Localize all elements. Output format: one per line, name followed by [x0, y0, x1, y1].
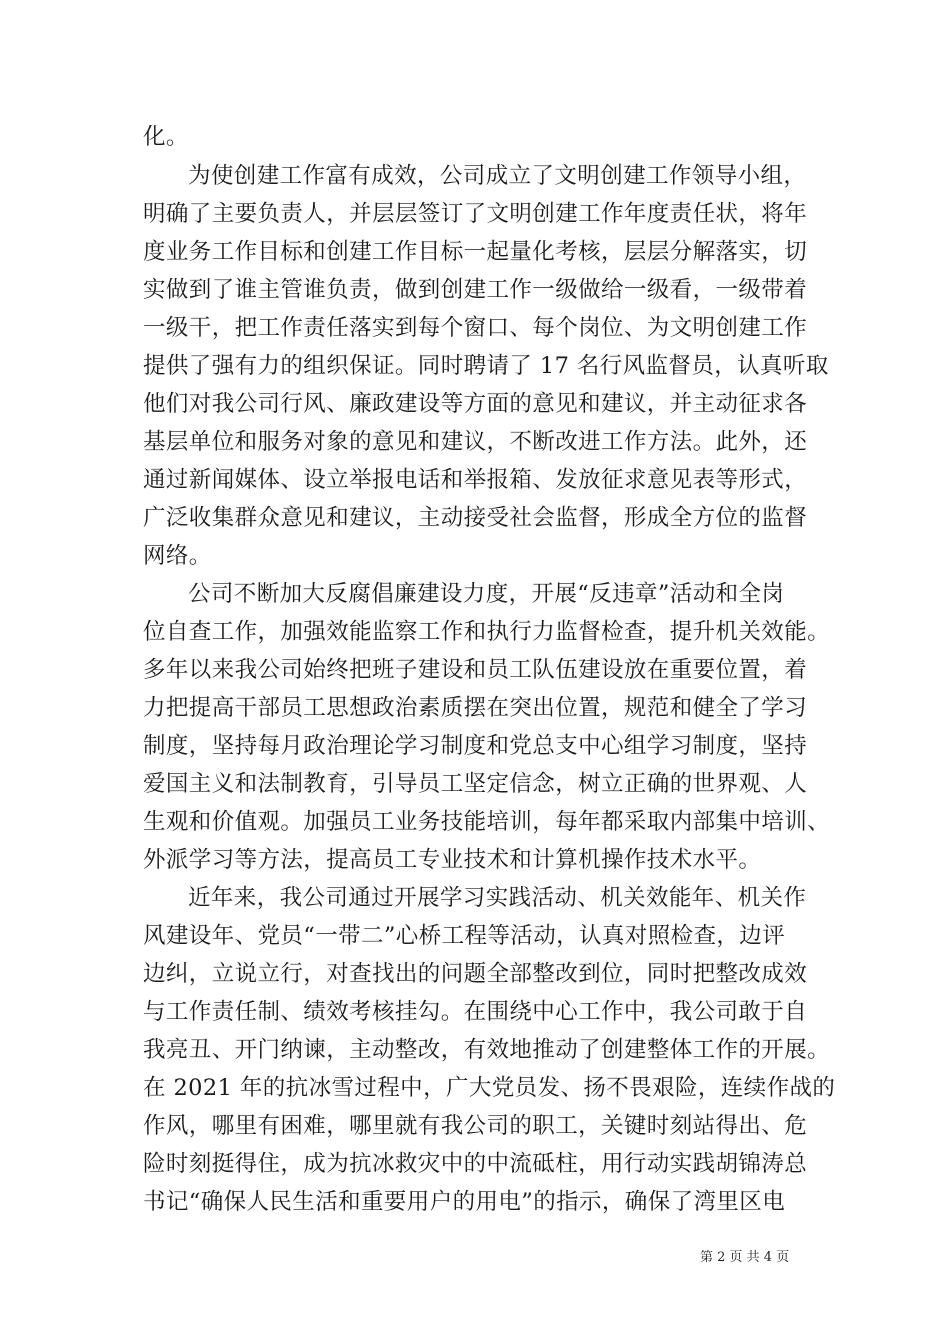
- paragraph-start-line: 近年来，我公司通过开展学习实践活动、机关效能年、机关作: [188, 885, 807, 911]
- text-line: 爱国主义和法制教育，引导员工坚定信念，树立正确的世界观、人: [143, 771, 808, 797]
- text-line: 与工作责任制、绩效考核挂勾。在围绕中心工作中，我公司敢于自: [143, 999, 808, 1025]
- text-line: 他们对我公司行风、廉政建设等方面的意见和建议，并主动征求各: [143, 391, 808, 417]
- paragraph-start-line: 公司不断加大反腐倡廉建设力度，开展“反违章”活动和全岗: [188, 581, 785, 607]
- text-line: 多年以来我公司始终把班子建设和员工队伍建设放在重要位置，着: [143, 657, 808, 683]
- text-line: 度业务工作目标和创建工作目标一起量化考核，层层分解落实，切: [143, 239, 808, 265]
- text-line: 位自查工作，加强效能监察工作和执行力监督检查，提升机关效能。: [143, 619, 831, 645]
- text-line: 一级干，把工作责任落实到每个窗口、每个岗位、为文明创建工作: [143, 315, 808, 341]
- page-number-footer: 第 2 页 共 4 页: [700, 1250, 790, 1265]
- paragraph-start-line: 为使创建工作富有成效，公司成立了文明创建工作领导小组，: [188, 163, 807, 189]
- text-line: 广泛收集群众意见和建议，主动接受社会监督，形成全方位的监督: [143, 505, 808, 531]
- text-line: 网络。: [143, 543, 212, 569]
- text-line: 我亮丑、开门纳谏，主动整改，有效地推动了创建整体工作的开展。: [143, 1037, 831, 1063]
- text-line: 力把提高干部员工思想政治素质摆在突出位置，规范和健全了学习: [143, 695, 808, 721]
- text-line: 边纠，立说立行，对查找出的问题全部整改到位，同时把整改成效: [143, 961, 808, 987]
- text-line: 制度，坚持每月政治理论学习制度和党总支中心组学习制度，坚持: [143, 733, 808, 759]
- text-line: 险时刻挺得住，成为抗冰救灾中的中流砥柱，用行动实践胡锦涛总: [143, 1151, 808, 1177]
- text-line: 通过新闻媒体、设立举报电话和举报箱、发放征求意见表等形式，: [143, 467, 808, 493]
- text-line: 书记“确保人民生活和重要用户的用电”的指示，确保了湾里区电: [143, 1189, 786, 1215]
- text-line: 实做到了谁主管谁负责，做到创建工作一级做给一级看，一级带着: [143, 277, 808, 303]
- text-line: 提供了强有力的组织保证。同时聘请了 17 名行风监督员，认真听取: [143, 353, 829, 379]
- text-line: 化。: [143, 124, 189, 150]
- text-line: 在 2021 年的抗冰雪过程中，广大党员发、扬不畏艰险，连续作战的: [143, 1075, 836, 1101]
- text-line: 明确了主要负责人，并层层签订了文明创建工作年度责任状，将年: [143, 201, 808, 227]
- text-line: 风建设年、党员“一带二”心桥工程等活动，认真对照检查，边评: [143, 923, 786, 949]
- text-line: 生观和价值观。加强员工业务技能培训，每年都采取内部集中培训、: [143, 809, 831, 835]
- text-line: 基层单位和服务对象的意见和建议，不断改进工作方法。此外，还: [143, 429, 808, 455]
- text-line: 作风，哪里有困难，哪里就有我公司的职工，关键时刻站得出、危: [143, 1113, 808, 1139]
- text-line: 外派学习等方法，提高员工专业技术和计算机操作技术水平。: [143, 847, 762, 873]
